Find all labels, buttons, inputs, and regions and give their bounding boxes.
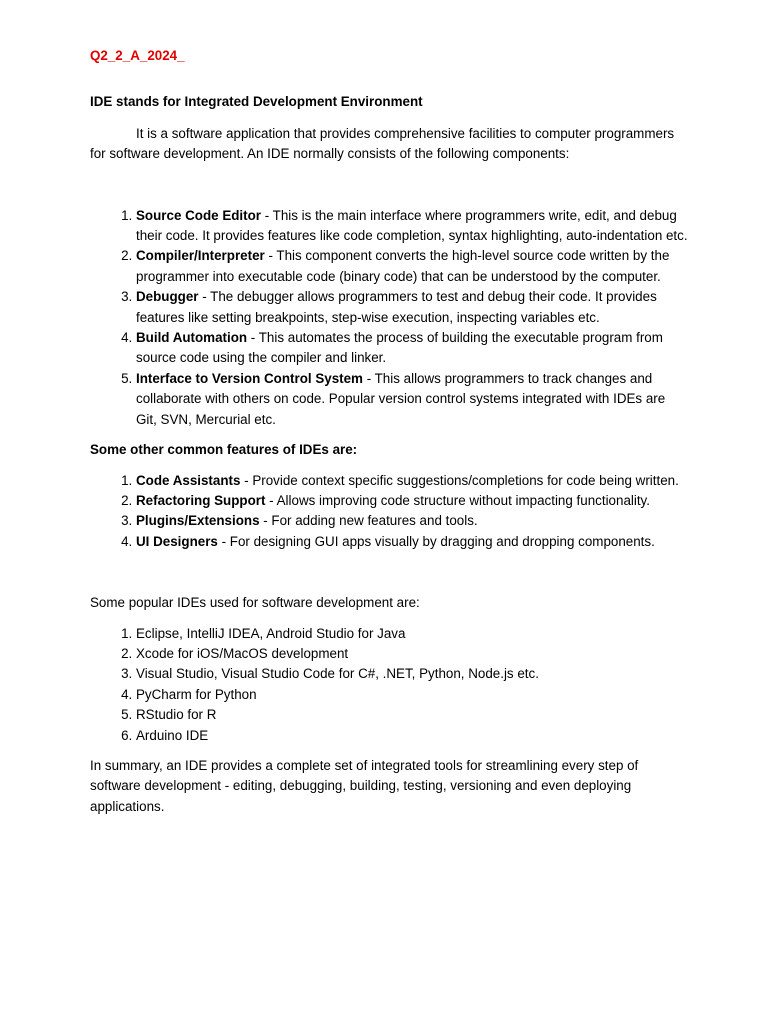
list-item-text: - This component converts the high-level source code written by the programmer into executable code (binary code) that can be understood by the computer. bbox=[136, 248, 670, 284]
list-item: 2. Xcode for iOS/MacOS development bbox=[136, 644, 688, 664]
list-item-term: Refactoring Support bbox=[136, 492, 266, 508]
list-item bbox=[136, 471, 688, 491]
list-item-term: Code Assistants bbox=[136, 472, 241, 488]
list-item bbox=[136, 369, 688, 430]
list-item: 4. PyCharm for Python bbox=[136, 685, 688, 705]
list-item-text: - This allows programmers to track changes and collaborate with others on code. Popular version control systems integrated with IDEs are Git, SVN, Mercurial etc. bbox=[136, 370, 666, 427]
document-id: Q2_2_A_2024_ bbox=[90, 48, 185, 63]
list-item bbox=[136, 532, 688, 552]
features-list bbox=[90, 471, 688, 553]
list-item-text: - For adding new features and tools. bbox=[259, 513, 478, 529]
list-item bbox=[136, 287, 688, 328]
list-item-term: Source Code Editor bbox=[136, 207, 261, 223]
list-item-term: Plugins/Extensions bbox=[136, 513, 260, 529]
list-item-term: Interface to Version Control System bbox=[136, 370, 363, 386]
popular-heading: Some popular IDEs used for software development are: bbox=[90, 595, 420, 611]
list-item: 6. Arduino IDE bbox=[136, 726, 688, 746]
list-item-term: UI Designers bbox=[136, 533, 218, 549]
document-title: IDE stands for Integrated Development Environment bbox=[90, 94, 423, 110]
intro-paragraph: It is a software application that provides comprehensive facilities to computer programmers for software development. An IDE normally consists of the following components: bbox=[90, 125, 675, 162]
summary-paragraph: In summary, an IDE provides a complete set of integrated tools for streamlining every step of software development - editing, debugging, building, testing, versioning and even deploying applications. bbox=[90, 757, 639, 814]
list-item-term: Debugger bbox=[136, 289, 199, 305]
list-item: 1. Eclipse, IntelliJ IDEA, Android Studio for Java bbox=[136, 624, 688, 644]
list-item: 3. Visual Studio, Visual Studio Code for C#, .NET, Python, Node.js etc. bbox=[136, 664, 688, 684]
list-item-text: - For designing GUI apps visually by dragging and dropping components. bbox=[217, 533, 655, 549]
list-item-text: - Allows improving code structure without impacting functionality. bbox=[265, 492, 650, 508]
list-item bbox=[136, 246, 688, 287]
list-item-text: - The debugger allows programmers to test and debug their code. It provides features like setting breakpoints, step-wise execution, inspecting variables etc. bbox=[136, 289, 657, 325]
list-item-text: - This is the main interface where programmers write, edit, and debug their code. It provides features like code completion, syntax highlighting, auto-indentation etc. bbox=[136, 207, 688, 244]
list-item bbox=[136, 206, 688, 247]
components-list bbox=[90, 206, 688, 430]
list-item bbox=[136, 328, 688, 369]
features-heading: Some other common features of IDEs are: bbox=[90, 442, 358, 458]
list-item-text: - Provide context specific suggestions/completions for code being written. bbox=[240, 472, 679, 488]
list-item-term: Compiler/Interpreter bbox=[136, 248, 265, 264]
list-item bbox=[136, 491, 688, 511]
list-item: 5. RStudio for R bbox=[136, 705, 688, 725]
list-item-term: Build Automation bbox=[136, 330, 248, 346]
popular-ides-list bbox=[90, 624, 688, 746]
list-item bbox=[136, 511, 688, 531]
list-item-text: - This automates the process of building the executable program from source code using the compiler and linker. bbox=[136, 330, 663, 366]
